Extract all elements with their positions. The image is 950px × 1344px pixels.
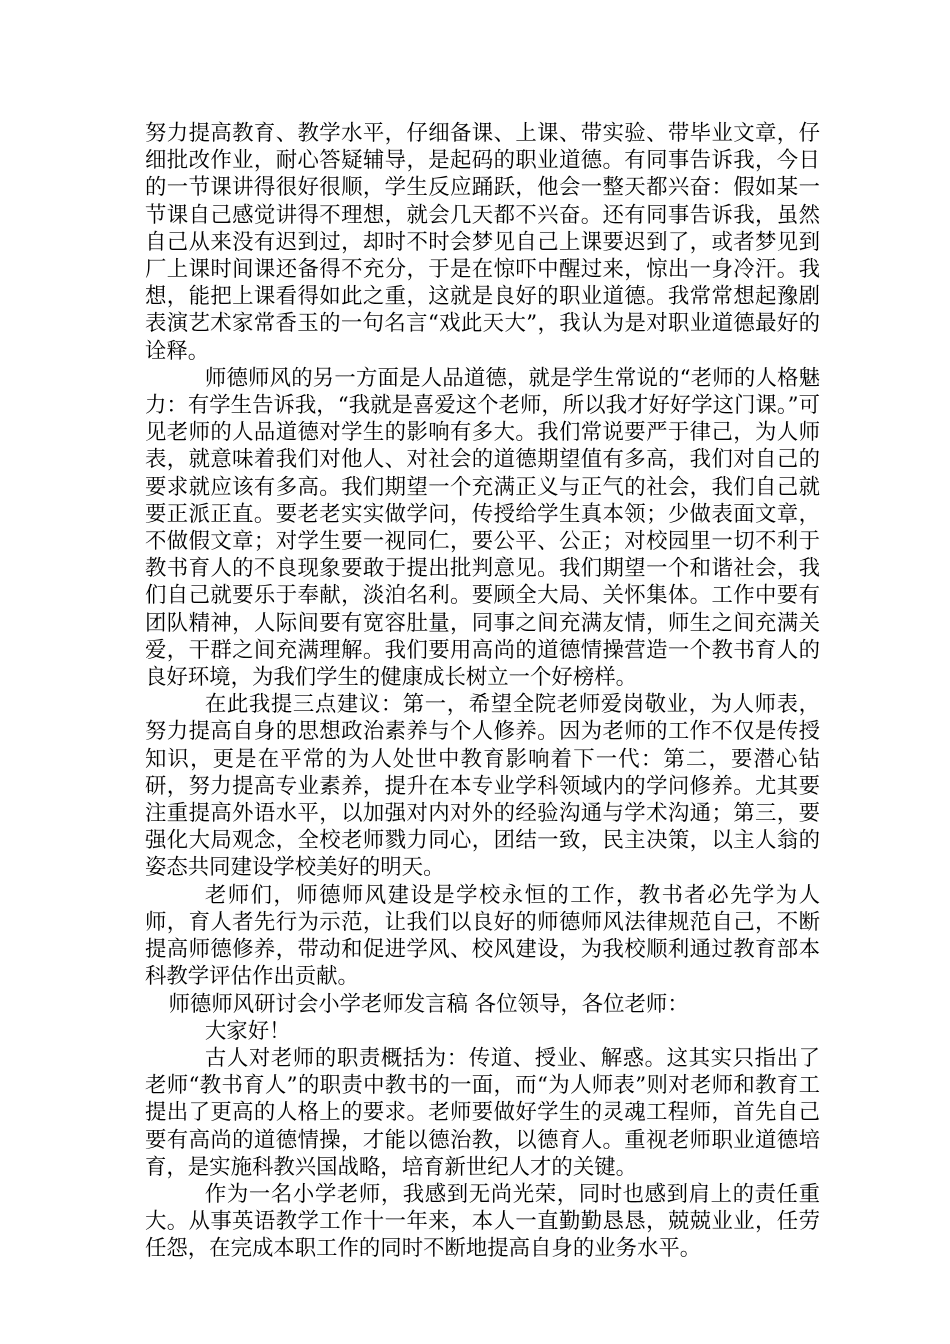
paragraph-personal-morality: 师德师风的另一方面是人品道德，就是学生常说的“老师的人格魅力：有学生告诉我，“我就是喜爱这个老师，所以我才好好学这门课。”可见老师的人品道德对学生的影响有多大。我们常说要严于律己，为人师表，就意味着我们对他人、对社会的道德期望值有多高，我们对自己的要求就应该有多高。我们期望一个充满正义与正气的社会，我们自己就要正派正直。要老老实实做学问，传授给学生真本领；少做表面文章，不做假文章；对学生要一视同仁，要公平、公正；对校园里一切不利于教书育人的不良现象要敢于提出批判意见。我们期望一个和谐社会，我们自己就要乐于奉献，淡泊名利。要顾全大局、关怀集体。工作中要有团队精神，人际间要有宽容肚量，同事之间充满友情，师生之间充满关爱，干群之间充满理解。我们要用高尚的道德情操营造一个教书育人的良好环境，为我们学生的健康成长树立一个好榜样。 xyxy=(145,365,820,691)
paragraph-closing: 老师们，师德师风建设是学校永恒的工作，教书者必先学为人师，育人者先行为示范，让我们以良好的师德师风法律规范自己，不断提高师德修养，带动和促进学风、校风建设，为我校顺利通过教育部本科教学评估作出贡献。 xyxy=(145,882,820,990)
paragraph-teacher-duties: 古人对老师的职责概括为：传道、授业、解惑。这其实只指出了老师“教书育人”的职责中教书的一面，而“为人师表”则对老师和教育工提出了更高的人格上的要求。老师要做好学生的灵魂工程师，首先自己要有高尚的道德情操，才能以德治教，以德育人。重视老师职业道德培育，是实施科教兴国战略，培育新世纪人才的关键。 xyxy=(145,1045,820,1180)
paragraph-personal-experience: 作为一名小学老师，我感到无尚光荣，同时也感到肩上的责任重大。从事英语教学工作十一年来，本人一直勤勤恳恳，兢兢业业，任劳任怨，在完成本职工作的同时不断地提高自身的业务水平。 xyxy=(145,1181,820,1262)
document-page xyxy=(145,120,820,1263)
paragraph-professional-ethics: 努力提高教育、教学水平，仔细备课、上课、带实验、带毕业文章，仔细批改作业，耐心答疑辅导，是起码的职业道德。有同事告诉我，今日的一节课讲得很好很顺，学生反应踊跃，他会一整天都兴奋：假如某一节课自己感觉讲得不理想，就会几天都不兴奋。还有同事告诉我，虽然自己从来没有迟到过，却时不时会梦见自己上课要迟到了，或者梦见到厂上课时间课还备得不充分，于是在惊吓中醒过来，惊出一身冷汗。我想，能把上课看得如此之重，这就是良好的职业道德。我常常想起豫剧表演艺术家常香玉的一句名言“戏此天大”，我认为是对职业道德最好的诠释。 xyxy=(145,121,820,364)
greeting: 大家好！ xyxy=(204,1018,291,1044)
paragraph-three-suggestions: 在此我提三点建议：第一，希望全院老师爱岗敬业，为人师表，努力提高自身的思想政治素养与个人修养。因为老师的工作不仅是传授知识，更是在平常的为人处世中教育影响着下一代：第二，要潜心钻研，努力提高专业素养，提升在本专业学科领域内的学问修养。尤其要注重提高外语水平，以加强对内对外的经验沟通与学术沟通；第三，要强化大局观念，全校老师戮力同心，团结一致，民主决策，以主人翁的姿态共同建设学校美好的明天。 xyxy=(145,692,820,881)
speech-title-salutation: 师德师风研讨会小学老师发言稿 各位领导，各位老师： xyxy=(168,991,689,1017)
